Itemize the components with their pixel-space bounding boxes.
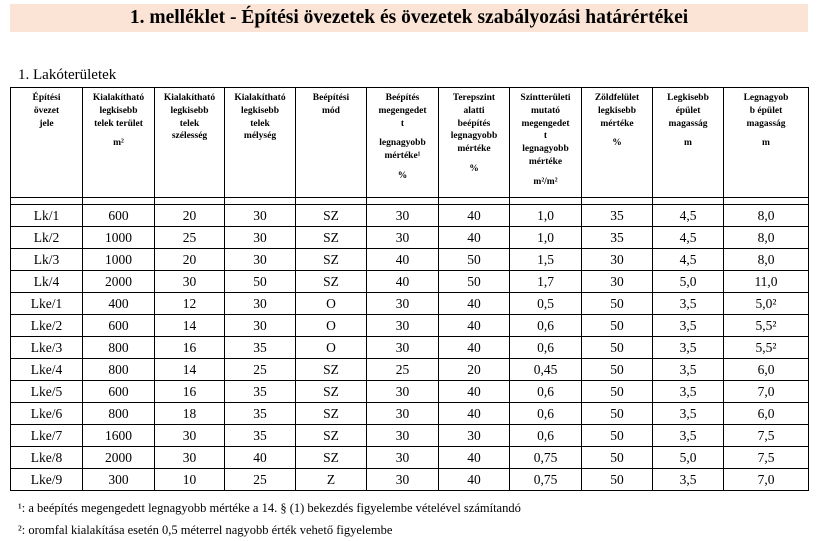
table-cell: O — [296, 293, 367, 315]
header-gap — [441, 156, 507, 163]
header-text: t — [543, 131, 548, 142]
header-gap — [512, 169, 579, 176]
table-cell: 50 — [439, 249, 510, 271]
table-cell: 0,45 — [510, 359, 582, 381]
table-cell: 50 — [582, 359, 653, 381]
table-cell: Lk/2 — [11, 227, 83, 249]
table-cell: 5,0 — [653, 271, 724, 293]
table-cell: 3,5 — [653, 359, 724, 381]
table-cell: 50 — [582, 425, 653, 447]
header-text: legnagyobb — [379, 138, 426, 149]
table-cell: 0,6 — [510, 425, 582, 447]
header-text: Legnagyob — [743, 93, 789, 103]
table-cell: 8,0 — [724, 205, 809, 227]
header-text: magasság — [668, 118, 708, 129]
table-cell: SZ — [296, 271, 367, 293]
header-gap — [655, 130, 721, 137]
header-text: legnagyobb — [522, 144, 569, 155]
table-row — [11, 403, 809, 425]
table-cell: 1,7 — [510, 271, 582, 293]
header-text: Terepszint — [452, 93, 496, 103]
header-text: megengedet — [378, 105, 427, 116]
table-cell: Lke/5 — [11, 381, 83, 403]
table-cell: 4,5 — [653, 249, 724, 271]
table-cell: 1000 — [83, 249, 155, 271]
table-cell: 2000 — [83, 271, 155, 293]
table-cell: 35 — [225, 381, 296, 403]
spacer-row — [11, 198, 809, 205]
table-row — [11, 359, 809, 381]
table-cell: 25 — [225, 359, 296, 381]
header-text: m — [762, 138, 770, 149]
table-cell: 1600 — [83, 425, 155, 447]
header-text: beépítés — [457, 118, 491, 129]
column-header-3 — [225, 88, 296, 198]
table-cell: Lke/8 — [11, 447, 83, 469]
table-cell: 4,5 — [653, 227, 724, 249]
header-text: Szintterületi — [520, 93, 571, 103]
table-cell: 30 — [155, 447, 225, 469]
header-gap — [369, 130, 436, 137]
table-cell: Z — [296, 469, 367, 491]
table-cell: 6,0 — [724, 359, 809, 381]
header-text: mód — [322, 105, 340, 116]
spacer-cell — [367, 198, 439, 205]
table-cell: 50 — [439, 271, 510, 293]
table-cell: 40 — [439, 447, 510, 469]
table-cell: Lke/1 — [11, 293, 83, 315]
table-row — [11, 447, 809, 469]
table-cell: 50 — [582, 337, 653, 359]
table-cell: 0,6 — [510, 337, 582, 359]
table-cell: 40 — [439, 293, 510, 315]
table-cell: 7,5 — [724, 425, 809, 447]
table-cell: 40 — [439, 337, 510, 359]
table-cell: 40 — [439, 315, 510, 337]
page-title: 1. melléklet - Építési övezetek és övezetek szabályozási határértékei — [10, 4, 808, 32]
table-cell: 4,5 — [653, 205, 724, 227]
header-text: legkisebb — [170, 105, 209, 116]
table-cell: 3,5 — [653, 337, 724, 359]
table-cell: 8,0 — [724, 227, 809, 249]
table-cell: 50 — [582, 381, 653, 403]
table-cell: 40 — [439, 381, 510, 403]
table-cell: 5,0² — [724, 293, 809, 315]
column-header-1 — [83, 88, 155, 198]
table-cell: 18 — [155, 403, 225, 425]
table-cell: 30 — [367, 337, 439, 359]
table-cell: 30 — [155, 271, 225, 293]
table-cell: Lke/6 — [11, 403, 83, 425]
table-cell: 14 — [155, 315, 225, 337]
table-row — [11, 469, 809, 491]
table-cell: 40 — [367, 249, 439, 271]
table-header-row — [11, 88, 809, 198]
table-cell: 30 — [582, 271, 653, 293]
header-text: % — [397, 171, 408, 182]
table-cell: 7,0 — [724, 381, 809, 403]
table-cell: 0,75 — [510, 447, 582, 469]
header-text: mértéke — [600, 118, 634, 129]
table-cell: 20 — [155, 205, 225, 227]
table-cell: 30 — [367, 425, 439, 447]
table-cell: 7,5 — [724, 447, 809, 469]
header-text: mértéke — [457, 144, 491, 155]
table-cell: SZ — [296, 359, 367, 381]
spacer-cell — [582, 198, 653, 205]
table-cell: 35 — [225, 403, 296, 425]
table-cell: 30 — [367, 315, 439, 337]
spacer-cell — [225, 198, 296, 205]
header-text: alatti — [463, 105, 485, 116]
table-cell: 8,0 — [724, 249, 809, 271]
header-text: magasság — [746, 118, 786, 129]
table-cell: 20 — [439, 359, 510, 381]
table-cell: 0,75 — [510, 469, 582, 491]
header-text: Kialakítható — [234, 93, 286, 103]
table-row — [11, 249, 809, 271]
column-header-0 — [11, 88, 83, 198]
header-text: telek terület — [94, 118, 143, 129]
table-cell: 30 — [367, 205, 439, 227]
column-header-8 — [582, 88, 653, 198]
table-cell: 40 — [439, 205, 510, 227]
table-cell: 6,0 — [724, 403, 809, 425]
table-cell: 30 — [225, 227, 296, 249]
header-text: m² — [113, 138, 124, 149]
table-cell: 35 — [582, 205, 653, 227]
table-cell: 400 — [83, 293, 155, 315]
table-cell: SZ — [296, 381, 367, 403]
table-cell: Lke/4 — [11, 359, 83, 381]
header-text: legkisebb — [240, 105, 279, 116]
table-cell: 50 — [225, 271, 296, 293]
header-text: Építési — [32, 93, 61, 103]
table-cell: 30 — [225, 315, 296, 337]
table-cell: 35 — [225, 425, 296, 447]
header-text: szélesség — [171, 131, 208, 142]
table-cell: 1,5 — [510, 249, 582, 271]
spacer-cell — [11, 198, 83, 205]
table-cell: Lk/3 — [11, 249, 83, 271]
table-row — [11, 337, 809, 359]
footnote-2: ²: oromfal kialakítása esetén 0,5 méterrel nagyobb érték vehető figyelembe — [18, 523, 393, 537]
table-cell: Lke/7 — [11, 425, 83, 447]
header-text: mértéke — [528, 157, 563, 168]
table-row — [11, 425, 809, 447]
table-body — [11, 198, 809, 491]
table-cell: 600 — [83, 315, 155, 337]
table-cell: 30 — [367, 447, 439, 469]
zoning-limits-table — [10, 87, 809, 491]
header-gap — [584, 130, 650, 137]
column-header-6 — [439, 88, 510, 198]
table-row — [11, 293, 809, 315]
header-text: megengedet — [521, 118, 570, 129]
table-cell: 35 — [225, 337, 296, 359]
table-row — [11, 381, 809, 403]
header-text: Beépítési — [312, 93, 350, 103]
header-text: Beépítés — [385, 93, 420, 103]
header-text: legnagyobb — [450, 131, 498, 142]
spacer-cell — [724, 198, 809, 205]
table-cell: 30 — [367, 403, 439, 425]
table-cell: SZ — [296, 403, 367, 425]
section-heading: 1. Lakóterületek — [18, 67, 117, 83]
table-cell: 30 — [367, 293, 439, 315]
header-text: jele — [39, 118, 54, 129]
table-cell: 11,0 — [724, 271, 809, 293]
table-cell: 3,5 — [653, 381, 724, 403]
table-cell: 40 — [367, 271, 439, 293]
header-text: telek — [250, 118, 270, 129]
table-cell: Lk/4 — [11, 271, 83, 293]
table-cell: 50 — [582, 469, 653, 491]
header-gap — [726, 130, 806, 137]
header-text: mélység — [243, 131, 277, 142]
table-cell: 3,5 — [653, 293, 724, 315]
table-cell: 16 — [155, 337, 225, 359]
table-cell: 40 — [439, 403, 510, 425]
column-header-2 — [155, 88, 225, 198]
table-cell: 30 — [225, 205, 296, 227]
header-text: épület — [675, 105, 701, 116]
table-cell: 12 — [155, 293, 225, 315]
header-text: Kialakítható — [92, 93, 145, 103]
header-gap — [85, 130, 152, 137]
header-text: legkisebb — [597, 105, 636, 116]
table-cell: 25 — [225, 469, 296, 491]
column-header-5 — [367, 88, 439, 198]
table-cell: 5,5² — [724, 315, 809, 337]
table-cell: 50 — [582, 447, 653, 469]
header-text: t — [400, 118, 405, 129]
table-row — [11, 271, 809, 293]
table-cell: SZ — [296, 447, 367, 469]
table-cell: 40 — [439, 227, 510, 249]
header-text: Kialakítható — [163, 93, 216, 103]
table-cell: 1,0 — [510, 205, 582, 227]
table-cell: 7,0 — [724, 469, 809, 491]
header-text: övezet — [33, 105, 60, 116]
header-text: m — [684, 138, 692, 149]
spacer-cell — [510, 198, 582, 205]
table-cell: SZ — [296, 249, 367, 271]
table-cell: 800 — [83, 403, 155, 425]
table-cell: 50 — [582, 403, 653, 425]
table-cell: 0,6 — [510, 315, 582, 337]
table-cell: 600 — [83, 205, 155, 227]
table-cell: 2000 — [83, 447, 155, 469]
table-cell: 800 — [83, 359, 155, 381]
table-cell: 30 — [367, 381, 439, 403]
table-cell: 0,6 — [510, 381, 582, 403]
table-cell: Lk/1 — [11, 205, 83, 227]
header-text: telek — [179, 118, 200, 129]
table-cell: 16 — [155, 381, 225, 403]
header-text: mértéke¹ — [384, 151, 421, 162]
header-text: % — [612, 138, 622, 149]
table-cell: 30 — [367, 227, 439, 249]
table-cell: 3,5 — [653, 425, 724, 447]
footnote-1: ¹: a beépítés megengedett legnagyobb mértéke a 14. § (1) bekezdés figyelembe vételével számítandó — [18, 501, 521, 515]
table-cell: 30 — [225, 249, 296, 271]
table-cell: 30 — [439, 425, 510, 447]
table-cell: 5,5² — [724, 337, 809, 359]
header-text: mutató — [530, 105, 561, 116]
table-row — [11, 227, 809, 249]
table-cell: 40 — [225, 447, 296, 469]
table-cell: 30 — [582, 249, 653, 271]
table-cell: 0,6 — [510, 403, 582, 425]
table-cell: 3,5 — [653, 469, 724, 491]
table-row — [11, 205, 809, 227]
spacer-cell — [155, 198, 225, 205]
table-cell: 1,0 — [510, 227, 582, 249]
table-cell: 40 — [439, 469, 510, 491]
table-cell: O — [296, 315, 367, 337]
table-cell: 14 — [155, 359, 225, 381]
table-cell: 0,5 — [510, 293, 582, 315]
spacer-cell — [83, 198, 155, 205]
table-cell: SZ — [296, 205, 367, 227]
table-cell: O — [296, 337, 367, 359]
table-cell: 30 — [225, 293, 296, 315]
table-cell: 3,5 — [653, 315, 724, 337]
table-cell: Lke/2 — [11, 315, 83, 337]
table-cell: 30 — [155, 425, 225, 447]
header-gap — [369, 163, 436, 170]
header-text: % — [469, 164, 479, 175]
table-cell: 25 — [367, 359, 439, 381]
table-cell: 3,5 — [653, 403, 724, 425]
table-cell: 35 — [582, 227, 653, 249]
table-cell: 50 — [582, 315, 653, 337]
table-cell: Lke/9 — [11, 469, 83, 491]
spacer-cell — [296, 198, 367, 205]
spacer-cell — [439, 198, 510, 205]
header-text: b épület — [749, 105, 783, 116]
header-text: Zöldfelület — [594, 93, 640, 103]
table-cell: 10 — [155, 469, 225, 491]
table-cell: 25 — [155, 227, 225, 249]
footnotes — [18, 497, 521, 541]
table-cell: 5,0 — [653, 447, 724, 469]
table-cell: SZ — [296, 227, 367, 249]
table-cell: 600 — [83, 381, 155, 403]
table-cell: 20 — [155, 249, 225, 271]
column-header-10 — [724, 88, 809, 198]
table-cell: 1000 — [83, 227, 155, 249]
table-cell: 30 — [367, 469, 439, 491]
table-cell: SZ — [296, 425, 367, 447]
table-cell: 300 — [83, 469, 155, 491]
column-header-4 — [296, 88, 367, 198]
column-header-9 — [653, 88, 724, 198]
header-text: m²/m² — [533, 176, 558, 187]
header-text: legkisebb — [99, 105, 138, 116]
column-header-7 — [510, 88, 582, 198]
spacer-cell — [653, 198, 724, 205]
table-cell: Lke/3 — [11, 337, 83, 359]
table-cell: 800 — [83, 337, 155, 359]
header-text: Legkisebb — [667, 93, 709, 103]
table-row — [11, 315, 809, 337]
table-cell: 50 — [582, 293, 653, 315]
